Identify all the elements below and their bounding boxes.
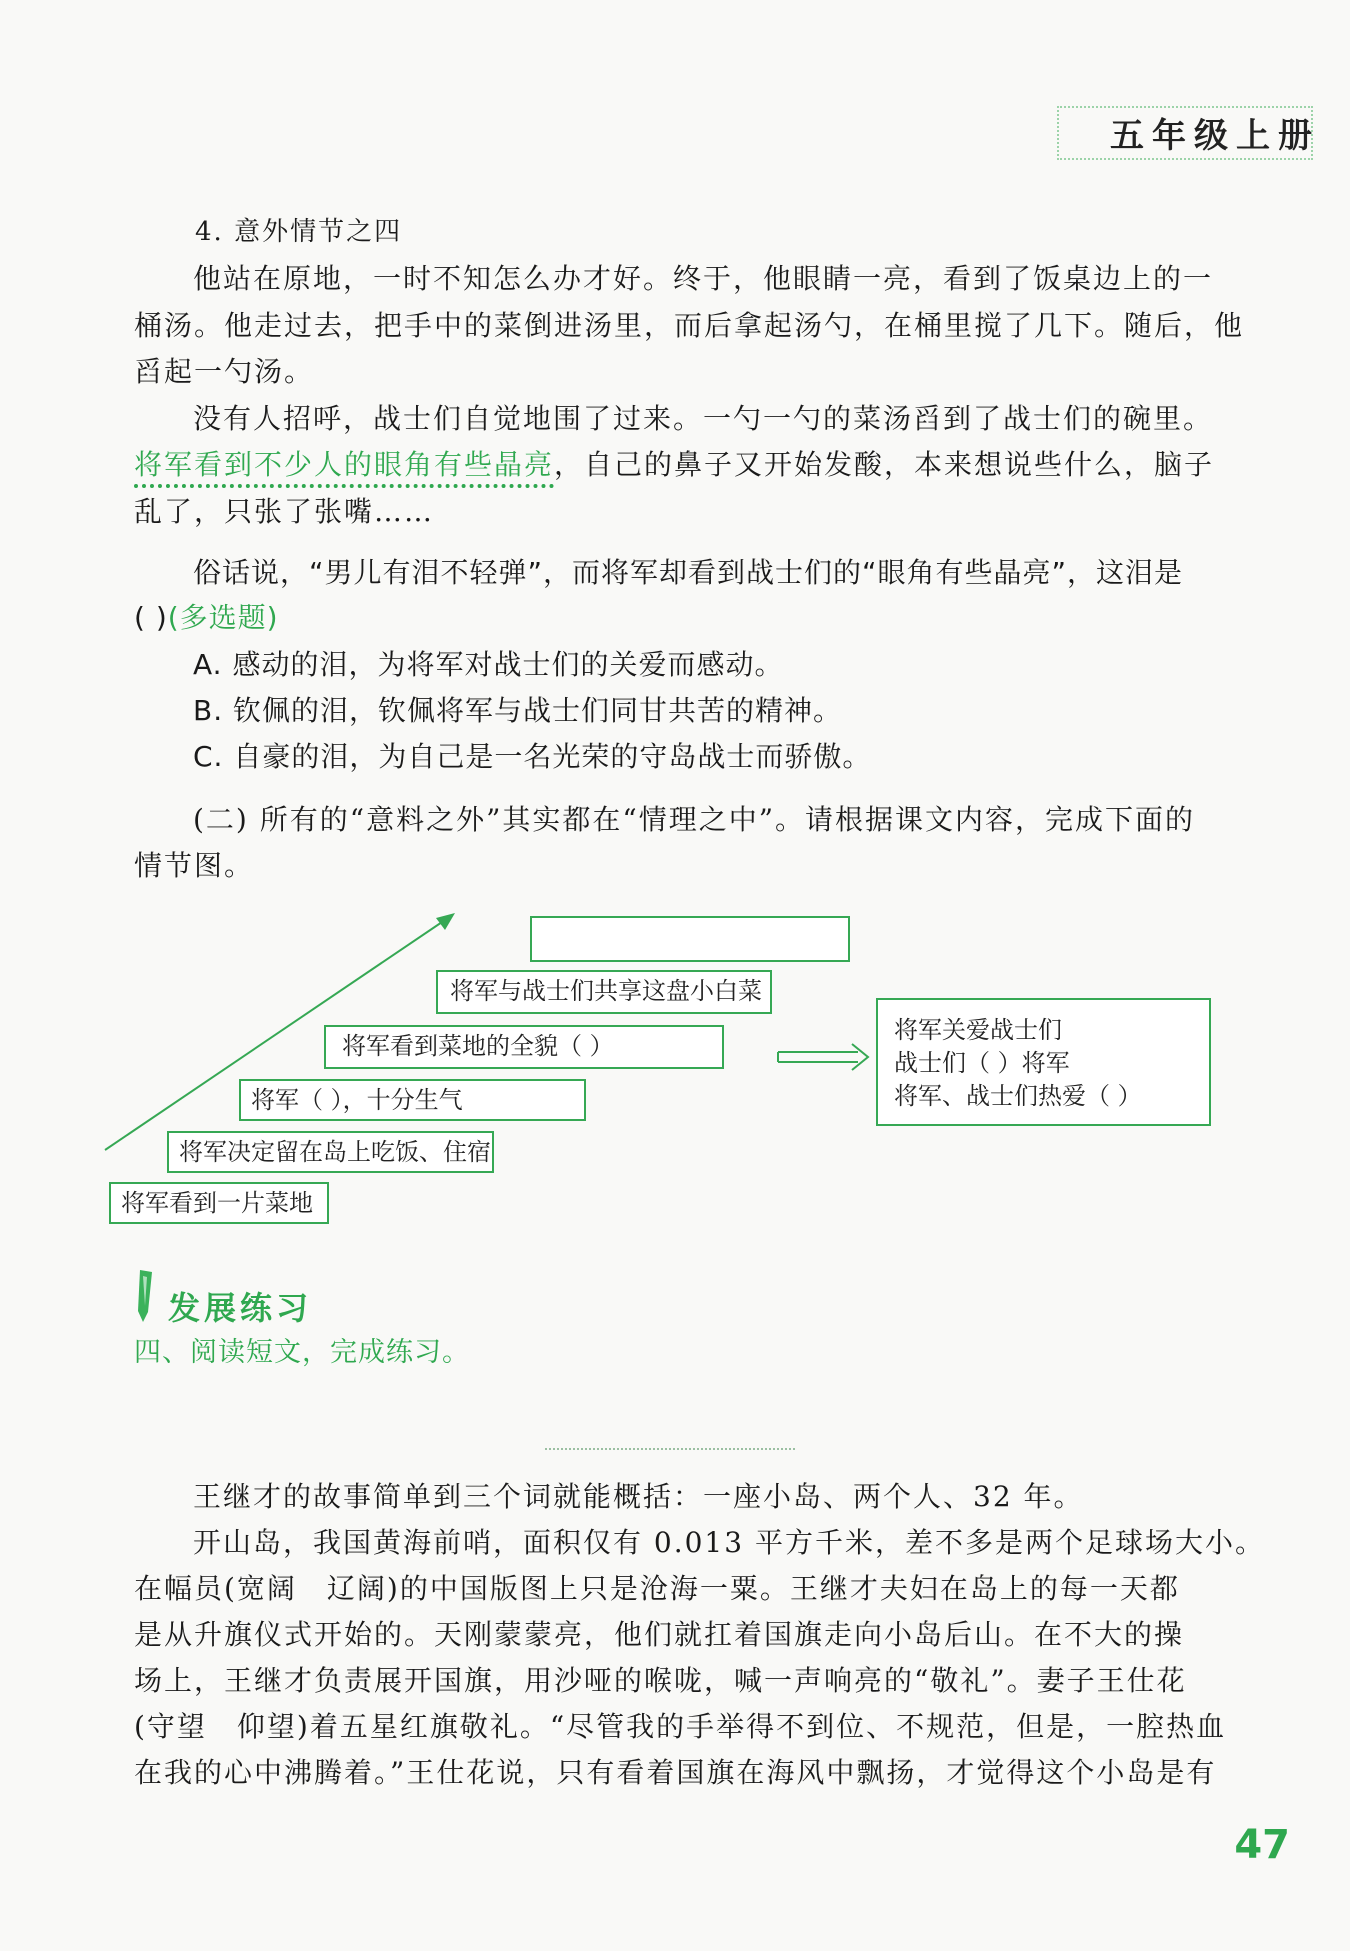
title-blank-line [545, 1448, 795, 1450]
passage-line: 开山岛，我国黄海前哨，面积仅有 0.013 平方千米，差不多是两个足球场大小。 [193, 1526, 1265, 1559]
passage-line: 场上，王继才负责展开国旗，用沙哑的喉咙，喊一声响亮的“敬礼”。妻子王仕花 [134, 1664, 1187, 1697]
paragraph-line: 桶汤。他走过去，把手中的菜倒进汤里，而后拿起汤勺，在桶里搅了几下。随后，他 [134, 309, 1245, 342]
passage-line: 是从升旗仪式开始的。天刚蒙蒙亮，他们就扛着国旗走向小岛后山。在不大的操 [134, 1618, 1185, 1651]
option-a[interactable]: A. 感动的泪，为将军对战士们的关爱而感动。 [193, 648, 784, 681]
answer-bracket[interactable]: ( ) [134, 601, 168, 634]
part2-instruction: 情节图。 [134, 849, 255, 882]
plot-step-5: 将军与战士们共享这盘小白菜 [436, 970, 772, 1014]
paragraph-line: 乱了，只张了张嘴…… [134, 495, 435, 528]
result-line: 将军关爱战士们 [894, 1016, 1062, 1044]
plot-step-1: 将军看到一片菜地 [109, 1182, 329, 1224]
paragraph-line: 没有人招呼，战士们自觉地围了过来。一勺一勺的菜汤舀到了战士们的碗里。 [193, 402, 1214, 435]
paragraph-line: 舀起一勺汤。 [134, 355, 315, 388]
plot-step-4[interactable]: 将军看到菜地的全貌（ ） [324, 1025, 724, 1069]
section-title: 4. 意外情节之四 [195, 217, 403, 247]
development-heading: 发展练习 [168, 1289, 313, 1327]
rising-arrow-head [436, 913, 455, 930]
pencil-icon [134, 1268, 156, 1324]
emphasized-phrase: 将军看到不少人的眼角有些晶亮 [134, 448, 555, 481]
option-c[interactable]: C. 自豪的泪，为自己是一名光荣的守岛战士而骄傲。 [193, 740, 872, 773]
option-b[interactable]: B. 钦佩的泪，钦佩将军与战士们同甘共苦的精神。 [193, 694, 843, 727]
plot-step-2: 将军决定留在岛上吃饭、住宿 [167, 1131, 494, 1173]
grade-label: 五年级上册 [1110, 116, 1320, 156]
question-tag: (多选题) [167, 601, 279, 634]
passage-line: (守望 仰望)着五星红旗敬礼。“尽管我的手举得不到位、不规范，但是，一腔热血 [134, 1710, 1227, 1743]
result-line[interactable]: 战士们（ ）将军 [894, 1049, 1070, 1077]
plot-step-blank[interactable] [530, 916, 850, 962]
plot-step-3[interactable]: 将军（ ），十分生气 [239, 1079, 586, 1121]
development-instruction: 四、阅读短文，完成练习。 [134, 1337, 470, 1368]
passage-line: 在幅员(宽阔 辽阔)的中国版图上只是沧海一粟。王继才夫妇在岛上的每一天都 [134, 1572, 1180, 1605]
result-line[interactable]: 将军、战士们热爱（ ） [894, 1082, 1142, 1110]
passage-line: 在我的心中沸腾着。”王仕花说，只有看着国旗在海风中飘扬，才觉得这个小岛是有 [134, 1756, 1217, 1789]
question-stem: 俗话说，“男儿有泪不轻弹”，而将军却看到战士们的“眼角有些晶亮”，这泪是 [193, 556, 1184, 589]
double-arrow-icon [778, 1044, 868, 1070]
plot-result-box [876, 998, 1211, 1126]
paragraph-line: 他站在原地，一时不知怎么办才好。终于，他眼睛一亮，看到了饭桌边上的一 [193, 262, 1214, 295]
paragraph-line-rest: ，自己的鼻子又开始发酸，本来想说些什么，脑子 [554, 448, 1215, 481]
part2-instruction: (二) 所有的“意料之外”其实都在“情理之中”。请根据课文内容，完成下面的 [193, 803, 1196, 836]
passage-line: 王继才的故事简单到三个词就能概括：一座小岛、两个人、32 年。 [193, 1480, 1084, 1513]
page-number: 47 [1234, 1822, 1290, 1868]
